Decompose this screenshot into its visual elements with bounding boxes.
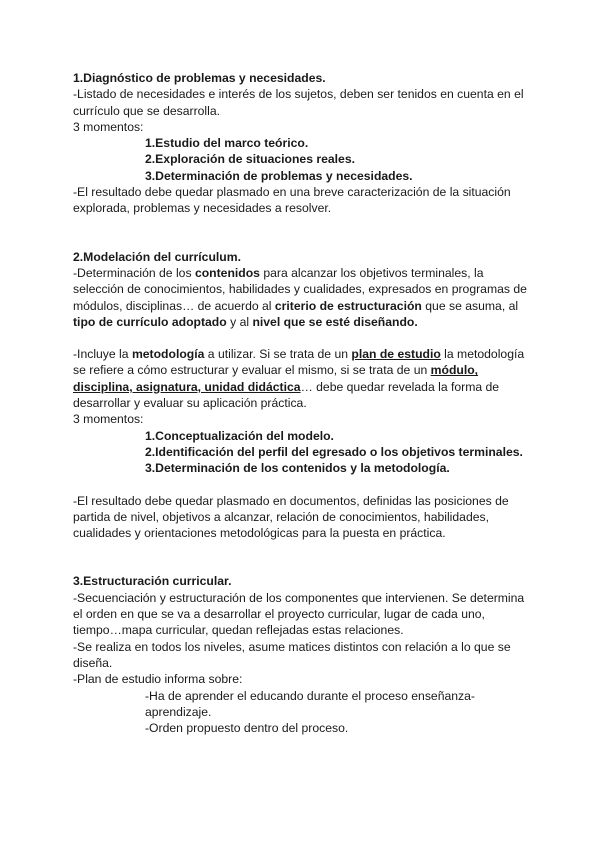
section-2-result: -El resultado debe quedar plasmado en documentos, definidas las posiciones de partida de nivel, objetivos a alcanzar, relación de conocimientos, habilidades, cualidades y orientaciones metodológicas para la puesta en práctica. — [73, 493, 509, 541]
section-1-heading: 1.Diagnóstico de problemas y necesidades. — [73, 71, 326, 85]
section-3-paragraph-3: -Plan de estudio informa sobre: — [73, 672, 243, 687]
section-2-paragraph-1: -Determinación de los contenidos para alcanzar los objetivos terminales, la selección de conocimientos, habilidades y cualidades, expresados en programas de módulos, disciplinas… de acuerdo al criterio de estructuración que se asuma, al tipo de currículo adoptado y al nivel que se esté diseñando. — [73, 265, 527, 329]
section-1-moment-3: 3.Determinación de problemas y necesidades. — [145, 168, 413, 183]
section-3-paragraph-2: -Se realiza en todos los niveles, asume matices distintos con relación a lo que se diseña. — [73, 639, 511, 670]
section-2-paragraph-2: -Incluye la metodología a utilizar. Si se trata de un plan de estudio la metodología se refiere a cómo estructurar y evaluar el mismo, si se trata de un módulo, disciplina, asignatura, unidad didáctica… debe quedar revelada la forma de desarrollar y evaluar su aplicación práctica. — [73, 347, 525, 411]
spacer — [73, 477, 533, 493]
section-2-moments-label: 3 momentos: — [73, 412, 144, 427]
spacer — [73, 541, 533, 573]
spacer — [73, 330, 533, 346]
section-3-heading: 3.Estructuración curricular. — [73, 574, 232, 589]
section-2-moment-3: 3.Determinación de los contenidos y la metodología. — [145, 461, 450, 476]
section-1-result: -El resultado debe quedar plasmado en una breve caracterización de la situación explorada, problemas y necesidades a resolver. — [73, 185, 511, 216]
section-3-item-2: -Orden propuesto dentro del proceso. — [145, 721, 349, 736]
section-1-paragraph: -Listado de necesidades e interés de los sujetos, deben ser tenidos en cuenta en el currículo que se desarrolla. — [73, 87, 524, 118]
section-2-moment-1: 1.Conceptualización del modelo. — [145, 428, 334, 443]
section-1-moments-label: 3 momentos: — [73, 119, 144, 134]
section-3-item-1: -Ha de aprender el educando durante el proceso enseñanza-aprendizaje. — [145, 688, 475, 719]
document-body — [73, 70, 533, 736]
section-2-heading: 2.Modelación del currículum. — [73, 249, 241, 264]
section-2-moment-2: 2.Identificación del perfil del egresado o los objetivos terminales. — [145, 444, 523, 459]
spacer — [73, 217, 533, 249]
section-1-moment-1: 1.Estudio del marco teórico. — [145, 136, 309, 151]
section-1-moment-2: 2.Exploración de situaciones reales. — [145, 152, 355, 167]
section-3-paragraph-1: -Secuenciación y estructuración de los componentes que intervienen. Se determina el orden en que se va a desarrollar el proyecto curricular, lugar de cada uno, tiempo…mapa curricular, quedan reflejadas estas relaciones. — [73, 590, 525, 638]
